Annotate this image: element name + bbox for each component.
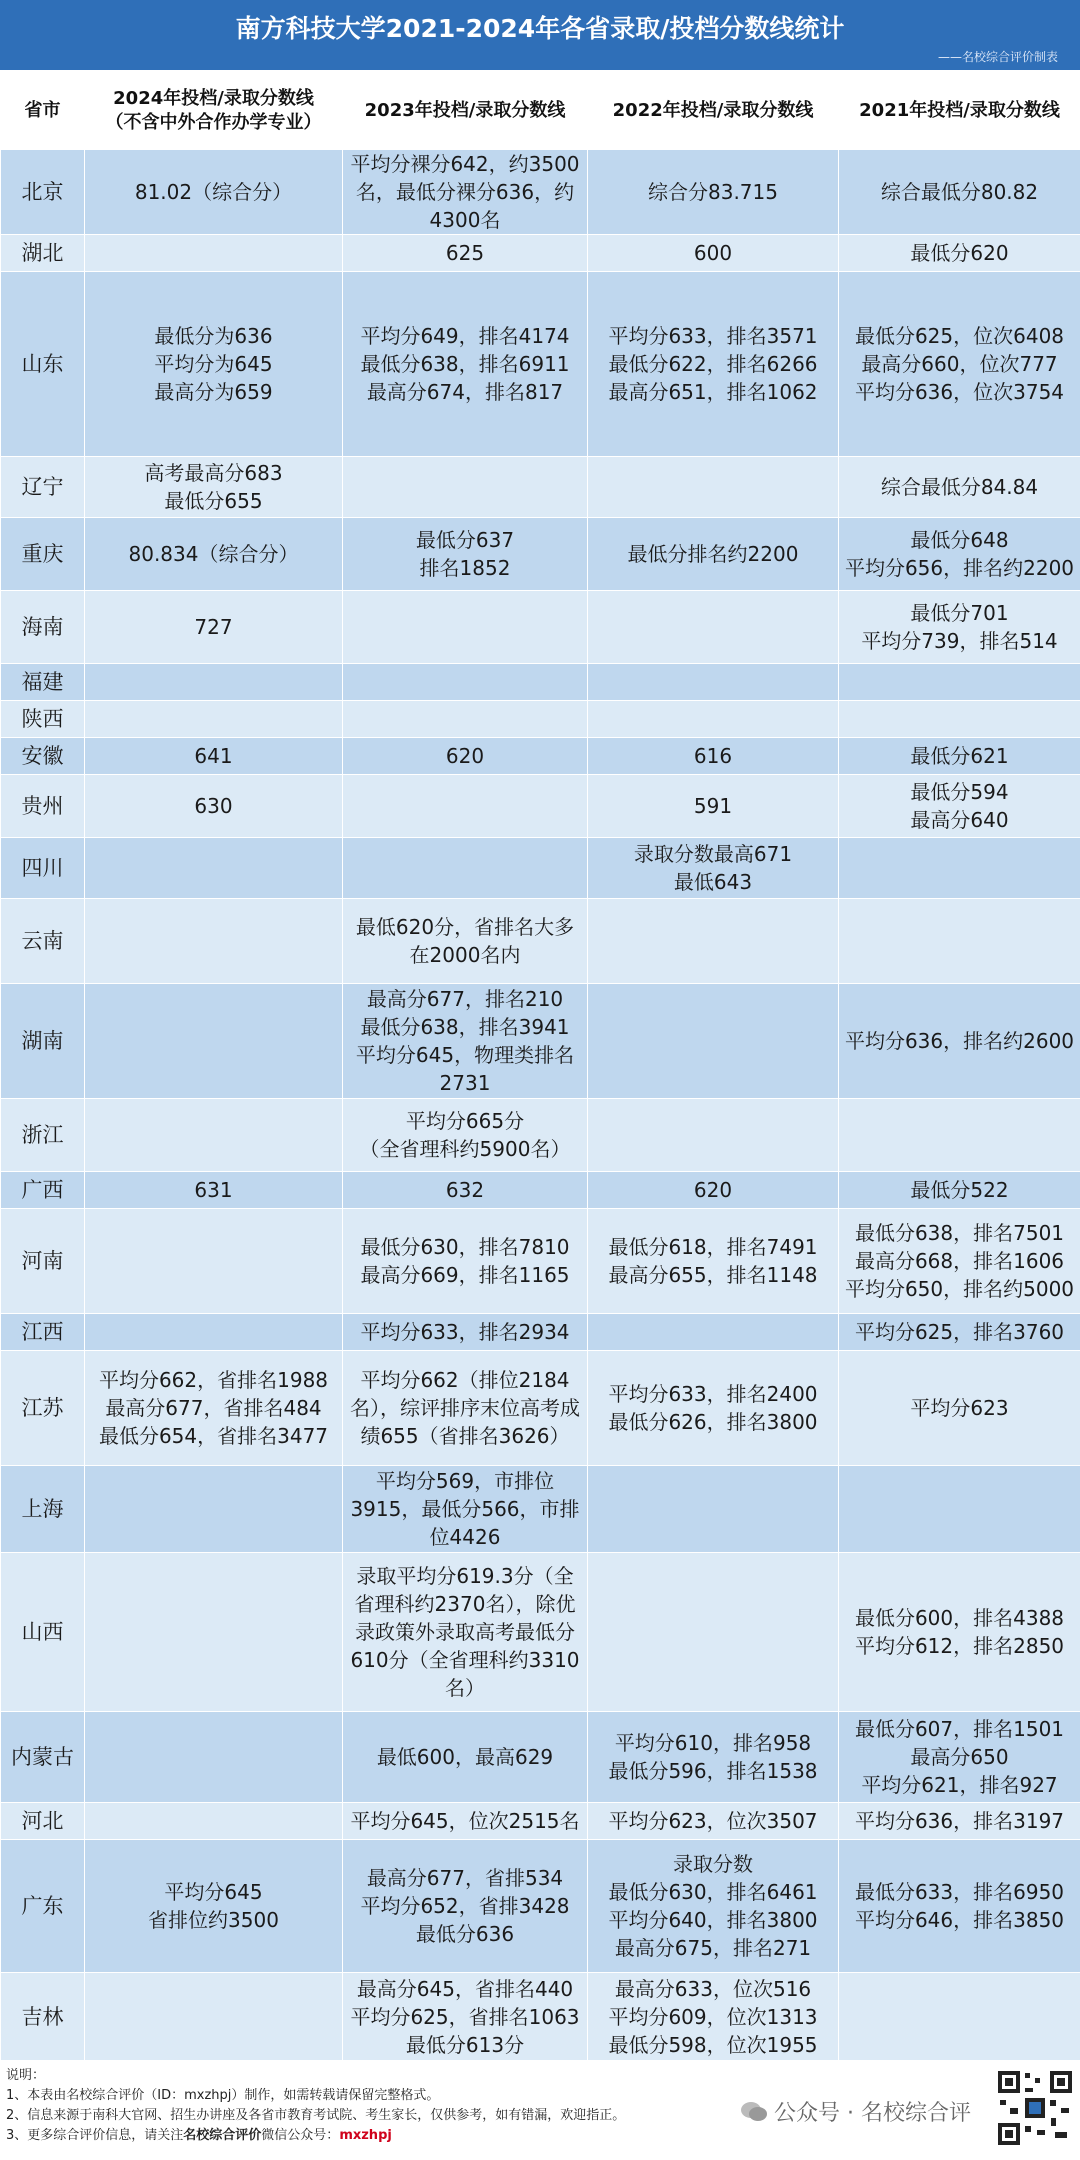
score-cell-2021 — [839, 664, 1080, 701]
score-cell-2024 — [85, 1553, 343, 1712]
notes-line-3-id: mxzhpj — [339, 2128, 392, 2143]
notes-line-1: 1、本表由名校综合评价（ID：mxzhpj）制作，如需转载请保留完整格式。 — [6, 2088, 440, 2103]
score-cell-2024: 630 — [85, 775, 343, 838]
notes-heading: 说明： — [6, 2068, 46, 2083]
score-cell-2023: 最低600，最高629 — [343, 1712, 588, 1803]
wechat-watermark — [740, 2096, 971, 2127]
score-cell-2022: 录取分数最高671 最低643 — [588, 838, 839, 899]
score-cell-2024: 高考最高分683 最低分655 — [85, 457, 343, 518]
score-cell-2023: 最高分677，排名210 最低分638，排名3941 平均分645，物理类排名2731 — [343, 984, 588, 1099]
province-cell: 安徽 — [1, 738, 85, 775]
score-cell-2021: 最低分621 — [839, 738, 1080, 775]
notes-line-3-mid: 微信公众号： — [261, 2128, 340, 2143]
score-cell-2022: 616 — [588, 738, 839, 775]
province-cell: 河南 — [1, 1209, 85, 1314]
notes — [6, 2066, 625, 2146]
score-cell-2023: 最高分677，省排534 平均分652，省排3428 最低分636 — [343, 1840, 588, 1973]
province-cell: 湖北 — [1, 235, 85, 272]
province-cell: 山东 — [1, 272, 85, 457]
score-cell-2021: 平均分623 — [839, 1351, 1080, 1466]
score-cell-2023 — [343, 775, 588, 838]
score-cell-2021: 平均分636，排名约2600 — [839, 984, 1080, 1099]
score-cell-2022 — [588, 1314, 839, 1351]
score-cell-2023: 最低620分，省排名大多在2000名内 — [343, 899, 588, 984]
column-header-province: 省市 — [1, 73, 85, 150]
score-cell-2022: 最低分排名约2200 — [588, 518, 839, 591]
province-cell: 江苏 — [1, 1351, 85, 1466]
score-cell-2022 — [588, 701, 839, 738]
score-cell-2021: 最低分625，位次6408 最高分660，位次777 平均分636，位次3754 — [839, 272, 1080, 457]
score-cell-2021: 最低分633，排名6950 平均分646，排名3850 — [839, 1840, 1080, 1973]
table-row — [1, 1209, 1080, 1314]
table-row — [1, 272, 1080, 457]
score-cell-2021 — [839, 899, 1080, 984]
wechat-label: 公众号 · 名校综合评 — [774, 2101, 971, 2126]
score-cell-2021 — [839, 1466, 1080, 1553]
score-cell-2023: 平均分665分 （全省理科约5900名） — [343, 1099, 588, 1172]
score-cell-2023: 平均分645，位次2515名 — [343, 1803, 588, 1840]
table-row — [1, 984, 1080, 1099]
score-cell-2022: 最高分633，位次516 平均分609，位次1313 最低分598，位次1955 — [588, 1973, 839, 2062]
table-row — [1, 591, 1080, 664]
score-cell-2024: 727 — [85, 591, 343, 664]
table-row — [1, 1712, 1080, 1803]
score-cell-2022: 综合分83.715 — [588, 150, 839, 235]
score-cell-2021: 最低分522 — [839, 1172, 1080, 1209]
score-cell-2023: 625 — [343, 235, 588, 272]
score-cell-2024 — [85, 838, 343, 899]
province-cell: 陕西 — [1, 701, 85, 738]
score-cell-2022 — [588, 457, 839, 518]
credit-line: ——名校综合评价制表 — [937, 50, 1058, 64]
score-cell-2023: 最低分630，排名7810 最高分669，排名1165 — [343, 1209, 588, 1314]
column-header-2022: 2022年投档/录取分数线 — [588, 73, 839, 150]
score-cell-2023 — [343, 664, 588, 701]
score-cell-2022 — [588, 984, 839, 1099]
page-title: 南方科技大学2021-2024年各省录取/投档分数线统计 — [235, 14, 845, 43]
score-cell-2024: 641 — [85, 738, 343, 775]
province-cell: 上海 — [1, 1466, 85, 1553]
table-row — [1, 1803, 1080, 1840]
score-cell-2024: 631 — [85, 1172, 343, 1209]
score-cell-2021: 最低分638，排名7501 最高分668，排名1606 平均分650，排名约5000 — [839, 1209, 1080, 1314]
table-row — [1, 664, 1080, 701]
score-table — [0, 72, 1080, 2062]
score-cell-2022: 591 — [588, 775, 839, 838]
table-row — [1, 701, 1080, 738]
province-cell: 重庆 — [1, 518, 85, 591]
notes-line-3 — [6, 2126, 625, 2146]
score-cell-2024 — [85, 899, 343, 984]
column-header-2023: 2023年投档/录取分数线 — [343, 73, 588, 150]
province-cell: 辽宁 — [1, 457, 85, 518]
table-row — [1, 1172, 1080, 1209]
score-cell-2022 — [588, 664, 839, 701]
province-cell: 内蒙古 — [1, 1712, 85, 1803]
score-cell-2023: 最高分645，省排名440 平均分625，省排名1063 最低分613分 — [343, 1973, 588, 2062]
score-cell-2023: 620 — [343, 738, 588, 775]
score-cell-2024 — [85, 664, 343, 701]
province-cell: 河北 — [1, 1803, 85, 1840]
score-cell-2022 — [588, 1466, 839, 1553]
score-cell-2022: 620 — [588, 1172, 839, 1209]
score-cell-2024 — [85, 1099, 343, 1172]
score-cell-2021: 最低分594 最高分640 — [839, 775, 1080, 838]
score-cell-2023: 平均分649，排名4174 最低分638，排名6911 最高分674，排名817 — [343, 272, 588, 457]
title-bar — [0, 0, 1080, 72]
score-cell-2022: 平均分633，排名3571 最低分622，排名6266 最高分651，排名1062 — [588, 272, 839, 457]
score-cell-2021: 最低分600，排名4388 平均分612，排名2850 — [839, 1553, 1080, 1712]
column-header-2024: 2024年投档/录取分数线 （不含中外合作办学专业） — [85, 73, 343, 150]
table-row — [1, 235, 1080, 272]
score-cell-2022: 平均分633，排名2400 最低分626，排名3800 — [588, 1351, 839, 1466]
score-cell-2021: 最低分620 — [839, 235, 1080, 272]
score-cell-2024: 平均分662，省排名1988 最高分677，省排名484 最低分654，省排名3477 — [85, 1351, 343, 1466]
score-cell-2024 — [85, 235, 343, 272]
score-cell-2022 — [588, 591, 839, 664]
table-row — [1, 899, 1080, 984]
score-cell-2022 — [588, 899, 839, 984]
table-row — [1, 150, 1080, 235]
table-row — [1, 1973, 1080, 2062]
table-row — [1, 1553, 1080, 1712]
score-cell-2024 — [85, 1712, 343, 1803]
notes-line-2: 2、信息来源于南科大官网、招生办讲座及各省市教育考试院、考生家长，仅供参考，如有错漏，欢迎指正。 — [6, 2108, 626, 2123]
column-header-2021: 2021年投档/录取分数线 — [839, 73, 1080, 150]
province-cell: 广东 — [1, 1840, 85, 1973]
table-row — [1, 1099, 1080, 1172]
score-cell-2024 — [85, 1803, 343, 1840]
score-cell-2021: 最低分648 平均分656，排名约2200 — [839, 518, 1080, 591]
score-cell-2023: 平均分633，排名2934 — [343, 1314, 588, 1351]
table-row — [1, 775, 1080, 838]
score-cell-2021: 平均分636，排名3197 — [839, 1803, 1080, 1840]
score-cell-2022 — [588, 1099, 839, 1172]
score-cell-2024: 80.834（综合分） — [85, 518, 343, 591]
table-row — [1, 457, 1080, 518]
score-cell-2021: 综合最低分84.84 — [839, 457, 1080, 518]
notes-line-3-account: 名校综合评价 — [183, 2128, 262, 2143]
score-cell-2021: 综合最低分80.82 — [839, 150, 1080, 235]
score-cell-2021 — [839, 838, 1080, 899]
province-cell: 四川 — [1, 838, 85, 899]
table-row — [1, 1314, 1080, 1351]
table-body — [1, 150, 1080, 2062]
table-row — [1, 1840, 1080, 1973]
province-cell: 浙江 — [1, 1099, 85, 1172]
score-cell-2022: 平均分623，位次3507 — [588, 1803, 839, 1840]
score-cell-2021 — [839, 701, 1080, 738]
score-cell-2024 — [85, 1973, 343, 2062]
table-row — [1, 838, 1080, 899]
score-cell-2024 — [85, 1209, 343, 1314]
score-cell-2023: 平均分569，市排位3915，最低分566，市排位4426 — [343, 1466, 588, 1553]
score-cell-2021: 平均分625，排名3760 — [839, 1314, 1080, 1351]
province-cell: 云南 — [1, 899, 85, 984]
score-cell-2022: 平均分610，排名958 最低分596，排名1538 — [588, 1712, 839, 1803]
score-cell-2024: 81.02（综合分） — [85, 150, 343, 235]
score-cell-2023 — [343, 591, 588, 664]
score-cell-2023: 最低分637 排名1852 — [343, 518, 588, 591]
score-cell-2022: 录取分数 最低分630，排名6461 平均分640，排名3800 最高分675，排名271 — [588, 1840, 839, 1973]
footer — [0, 2060, 1080, 2160]
wechat-icon — [740, 2101, 768, 2123]
province-cell: 福建 — [1, 664, 85, 701]
score-cell-2021 — [839, 1099, 1080, 1172]
province-cell: 海南 — [1, 591, 85, 664]
table-header-row — [1, 73, 1080, 150]
score-cell-2024 — [85, 984, 343, 1099]
province-cell: 吉林 — [1, 1973, 85, 2062]
score-cell-2021: 最低分701 平均分739，排名514 — [839, 591, 1080, 664]
score-cell-2023 — [343, 457, 588, 518]
province-cell: 湖南 — [1, 984, 85, 1099]
province-cell: 贵州 — [1, 775, 85, 838]
score-cell-2022 — [588, 1553, 839, 1712]
score-cell-2022: 最低分618，排名7491 最高分655，排名1148 — [588, 1209, 839, 1314]
notes-line-3-prefix: 3、更多综合评价信息，请关注 — [6, 2128, 184, 2143]
score-cell-2024: 平均分645 省排位约3500 — [85, 1840, 343, 1973]
score-cell-2023: 录取平均分619.3分（全省理科约2370名），除优录政策外录取高考最低分610分（全省理科约3310名） — [343, 1553, 588, 1712]
score-cell-2024 — [85, 1466, 343, 1553]
province-cell: 广西 — [1, 1172, 85, 1209]
score-cell-2021: 最低分607，排名1501 最高分650 平均分621，排名927 — [839, 1712, 1080, 1803]
score-cell-2024: 最低分为636 平均分为645 最高分为659 — [85, 272, 343, 457]
table-row — [1, 738, 1080, 775]
table-row — [1, 1351, 1080, 1466]
score-cell-2023: 平均分裸分642，约3500名，最低分裸分636，约4300名 — [343, 150, 588, 235]
score-cell-2023 — [343, 701, 588, 738]
score-cell-2024 — [85, 701, 343, 738]
score-cell-2023: 平均分662（排位2184名），综评排序末位高考成绩655（省排名3626） — [343, 1351, 588, 1466]
table-row — [1, 1466, 1080, 1553]
province-cell: 山西 — [1, 1553, 85, 1712]
province-cell: 江西 — [1, 1314, 85, 1351]
table-row — [1, 518, 1080, 591]
score-cell-2023 — [343, 838, 588, 899]
score-cell-2021 — [839, 1973, 1080, 2062]
province-cell: 北京 — [1, 150, 85, 235]
qr-code-icon[interactable] — [995, 2068, 1075, 2148]
score-cell-2024 — [85, 1314, 343, 1351]
score-cell-2022: 600 — [588, 235, 839, 272]
score-cell-2023: 632 — [343, 1172, 588, 1209]
